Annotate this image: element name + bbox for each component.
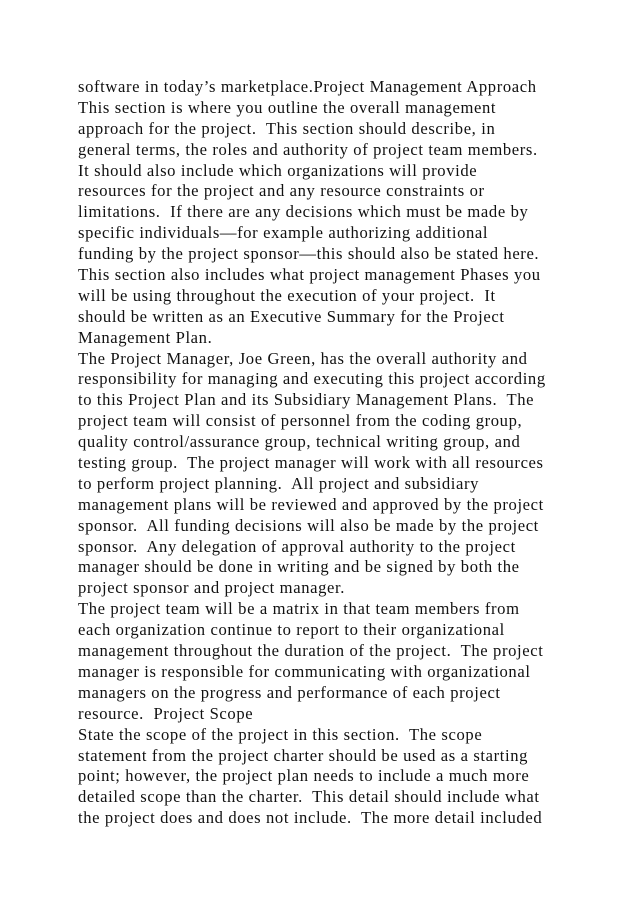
text-line: State the scope of the project in this section. The scope — [78, 724, 483, 744]
document-text — [78, 77, 568, 829]
text-line: management plans will be reviewed and approved by the project — [78, 494, 544, 514]
text-line: will be using throughout the execution of your project. It — [78, 285, 496, 305]
text-line: limitations. If there are any decisions which must be made by — [78, 202, 529, 222]
text-line: The project team will be a matrix in that team members from — [78, 599, 520, 619]
text-line: managers on the progress and performance of each project — [78, 682, 501, 702]
text-line: manager is responsible for communicating with organizational — [78, 661, 531, 681]
text-line: general terms, the roles and authority of project team members. — [78, 139, 538, 159]
text-line: This section also includes what project management Phases you — [78, 265, 541, 285]
text-line: management throughout the duration of the project. The project — [78, 641, 544, 661]
text-line: This section is where you outline the overall management — [78, 97, 497, 117]
text-line: the project does and does not include. The more detail included — [78, 808, 543, 828]
text-line: to this Project Plan and its Subsidiary Management Plans. The — [78, 390, 535, 410]
text-line: point; however, the project plan needs to include a much more — [78, 766, 530, 786]
text-line: detailed scope than the charter. This detail should include what — [78, 787, 540, 807]
text-line: sponsor. All funding decisions will also be made by the project — [78, 515, 539, 535]
text-line: resource. Project Scope — [78, 703, 254, 723]
text-line: manager should be done in writing and be signed by both the — [78, 557, 520, 577]
text-line: software in today’s marketplace.Project Management Approach — [78, 77, 537, 96]
text-line: responsibility for managing and executing this project according — [78, 369, 546, 389]
text-line: to perform project planning. All project and subsidiary — [78, 473, 480, 493]
text-line: The Project Manager, Joe Green, has the overall authority and — [78, 348, 528, 368]
text-line: approach for the project. This section should describe, in — [78, 118, 496, 138]
text-line: quality control/assurance group, technical writing group, and — [78, 432, 521, 452]
text-line: specific individuals—for example authorizing additional — [78, 223, 489, 243]
text-line: resources for the project and any resource constraints or — [78, 181, 485, 201]
text-line: Management Plan. — [78, 327, 213, 347]
text-line: sponsor. Any delegation of approval authority to the project — [78, 536, 516, 556]
text-line: project sponsor and project manager. — [78, 578, 345, 598]
text-line: project team will consist of personnel from the coding group, — [78, 411, 523, 431]
text-line: funding by the project sponsor—this should also be stated here. — [78, 244, 540, 264]
text-line: each organization continue to report to their organizational — [78, 620, 505, 640]
text-line: statement from the project charter should be used as a starting — [78, 745, 529, 765]
text-line: It should also include which organizations will provide — [78, 160, 478, 180]
text-line: testing group. The project manager will work with all resources — [78, 453, 544, 473]
text-line: should be written as an Executive Summary for the Project — [78, 306, 505, 326]
